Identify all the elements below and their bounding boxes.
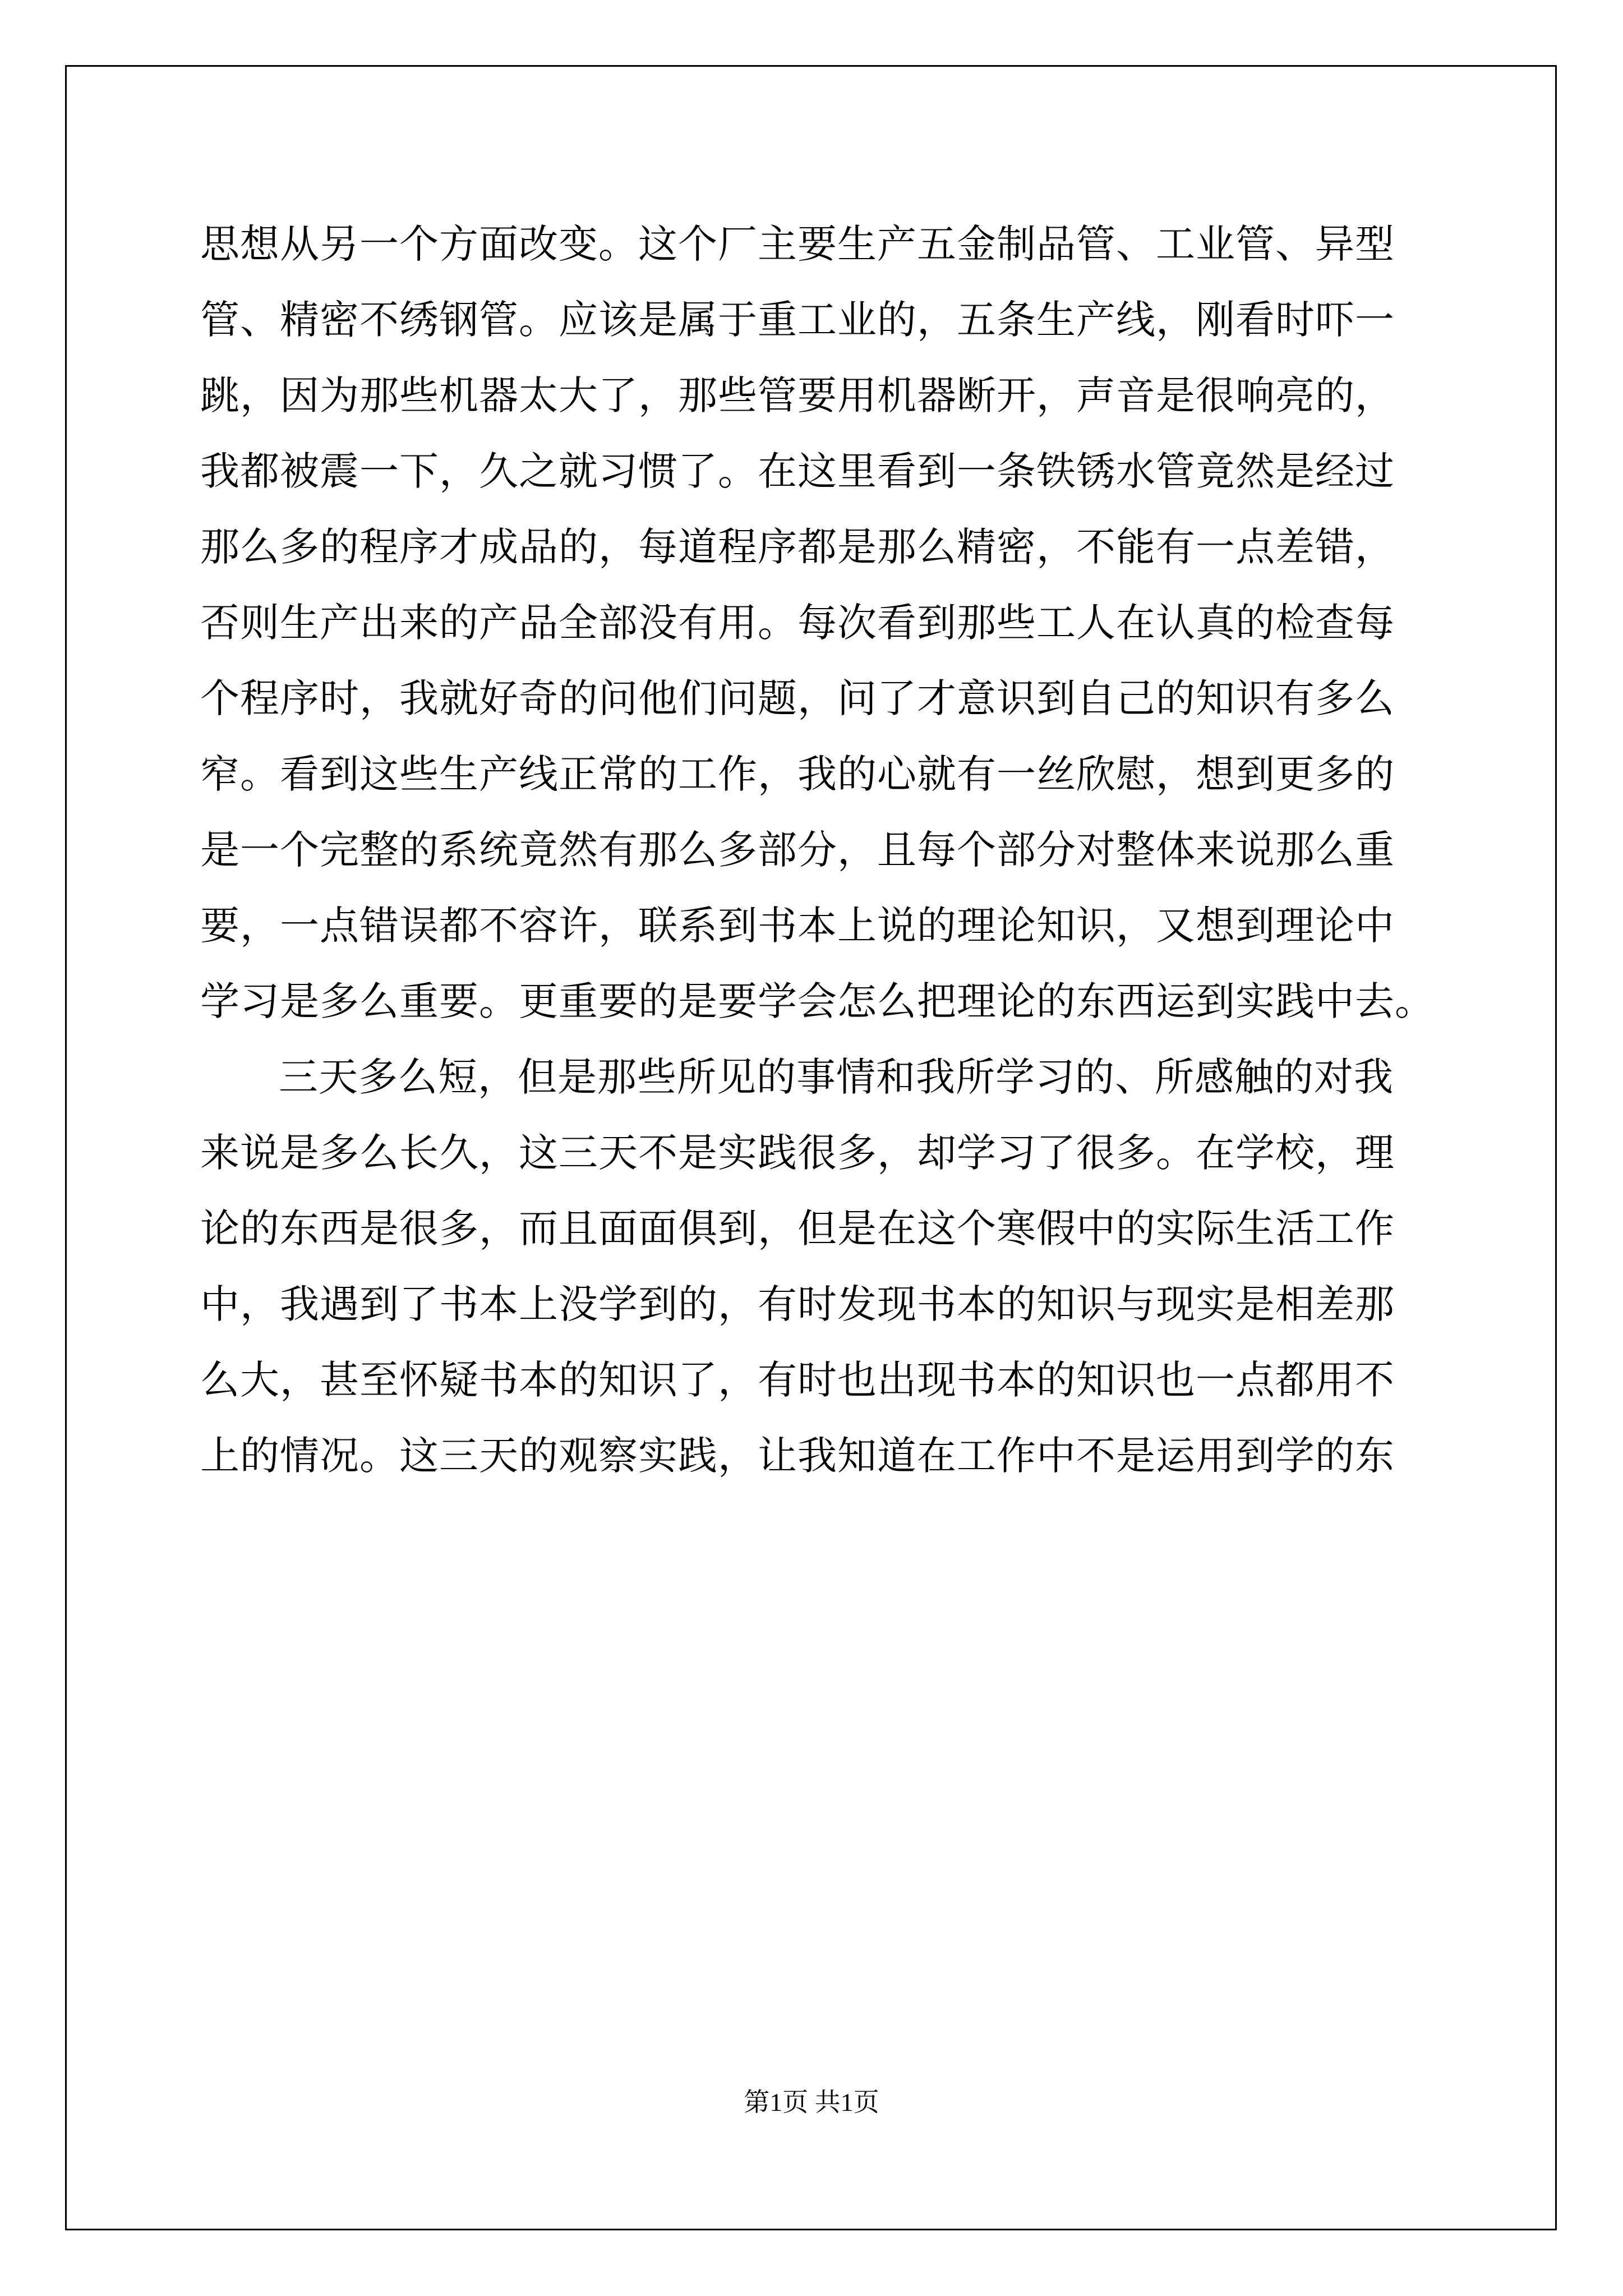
text-line: 是一个完整的系统竟然有那么多部分，且每个部分对整体来说那么重: [200, 827, 1395, 873]
text-line: 那么多的程序才成品的，每道程序都是那么精密，不能有一点差错，: [200, 524, 1395, 570]
text-line: 窄。看到这些生产线正常的工作，我的心就有一丝欣慰，想到更多的: [200, 751, 1395, 797]
text-line: 上的情况。这三天的观察实践，让我知道在工作中不是运用到学的东: [200, 1433, 1395, 1479]
text-line: 么大，甚至怀疑书本的知识了，有时也出现书本的知识也一点都用不: [200, 1357, 1395, 1403]
text-line: 三天多么短，但是那些所见的事情和我所学习的、所感触的对我: [279, 1054, 1394, 1100]
text-line: 中，我遇到了书本上没学到的，有时发现书本的知识与现实是相差那: [200, 1281, 1395, 1327]
text-line: 管、精密不绣钢管。应该是属于重工业的，五条生产线，刚看时吓一: [200, 297, 1395, 343]
text-line: 否则生产出来的产品全部没有用。每次看到那些工人在认真的检查每: [200, 600, 1395, 646]
text-line: 来说是多么长久，这三天不是实践很多，却学习了很多。在学校，理: [200, 1130, 1395, 1176]
text-line: 学习是多么重要。更重要的是要学会怎么把理论的东西运到实践中去。: [200, 978, 1435, 1024]
text-line: 个程序时，我就好奇的问他们问题，问了才意识到自己的知识有多么: [200, 675, 1395, 721]
page-footer: 第1页 共1页: [744, 2088, 879, 2116]
text-line: 论的东西是很多，而且面面俱到，但是在这个寒假中的实际生活工作: [200, 1205, 1395, 1251]
text-line: 要，一点错误都不容许，联系到书本上说的理论知识，又想到理论中: [200, 903, 1395, 949]
text-line: 我都被震一下，久之就习惯了。在这里看到一条铁锈水管竟然是经过: [200, 448, 1395, 494]
text-line: 跳，因为那些机器太大了，那些管要用机器断开，声音是很响亮的，: [200, 372, 1395, 418]
text-line: 思想从另一个方面改变。这个厂主要生产五金制品管、工业管、异型: [200, 221, 1395, 267]
